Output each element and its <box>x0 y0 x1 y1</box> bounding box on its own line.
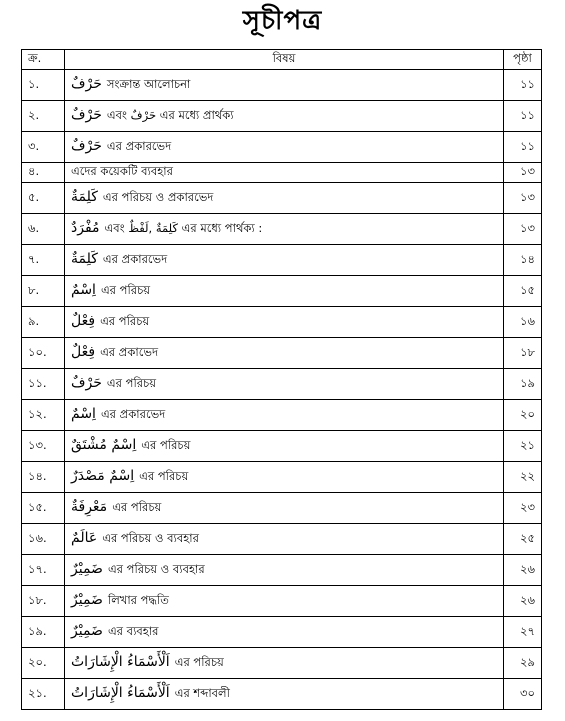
arabic-term: فِعْلٌ <box>71 312 96 329</box>
subject-text: সংক্রান্ত আলোচনা <box>106 76 191 91</box>
row-page: ১৪ <box>504 245 542 276</box>
subject-text: এর প্রকারভেদ <box>100 406 166 421</box>
table-body <box>22 70 542 710</box>
arabic-term: كَلِمَةٌ <box>71 250 98 267</box>
arabic-term: ضَمِيْرٌ <box>71 591 103 608</box>
row-subject <box>65 245 504 276</box>
subject-text: এর পরিচয় <box>141 437 191 452</box>
subject-text: এর পরিচয় <box>139 468 189 483</box>
row-page: ১৬ <box>504 307 542 338</box>
row-subject <box>65 132 504 163</box>
row-number: ৬. <box>22 214 65 245</box>
subject-text: এর পরিচয় <box>100 313 150 328</box>
row-subject <box>65 163 504 183</box>
arabic-term: فِعْلٌ <box>71 343 96 360</box>
arabic-term: كَلِمَةٌ <box>71 188 98 205</box>
row-page: ২৩ <box>504 493 542 524</box>
row-page: ১১ <box>504 70 542 101</box>
subject-text: এর পরিচয় ও প্রকারভেদ <box>102 189 214 204</box>
table-row <box>22 338 542 369</box>
row-subject <box>65 648 504 679</box>
row-number: ১৭. <box>22 555 65 586</box>
row-subject <box>65 524 504 555</box>
row-subject <box>65 307 504 338</box>
arabic-term: ضَمِيْرٌ <box>71 560 103 577</box>
row-number: ৫. <box>22 183 65 214</box>
table-row <box>22 400 542 431</box>
table-row <box>22 183 542 214</box>
arabic-term: اِسْمٌ مُشْتَقٌ <box>71 436 137 453</box>
row-subject <box>65 586 504 617</box>
row-page: ২৬ <box>504 586 542 617</box>
row-page: ২৫ <box>504 524 542 555</box>
row-subject <box>65 183 504 214</box>
arabic-term: مُفْرَدٌ <box>71 219 100 236</box>
arabic-term: اِسْمٌ <box>71 405 96 422</box>
row-page: ২৬ <box>504 555 542 586</box>
row-number: ১৪. <box>22 462 65 493</box>
row-number: ১৮. <box>22 586 65 617</box>
row-page: ২০ <box>504 400 542 431</box>
row-number: ২০. <box>22 648 65 679</box>
table-row <box>22 101 542 132</box>
table-row <box>22 276 542 307</box>
row-page: ২৭ <box>504 617 542 648</box>
row-number: ৭. <box>22 245 65 276</box>
row-number: ২১. <box>22 679 65 710</box>
row-page: ১১ <box>504 101 542 132</box>
table-row <box>22 70 542 101</box>
subject-text: এবং كَلِمَةٌ ,لَفْظٌ এর মধ্যে পার্থক্য : <box>104 220 263 235</box>
subject-text: এর প্রকাভেদ <box>100 344 158 359</box>
table-row <box>22 493 542 524</box>
table-row <box>22 679 542 710</box>
row-number: ৯. <box>22 307 65 338</box>
table-header-row <box>22 50 542 70</box>
table-row <box>22 555 542 586</box>
row-page: ১৯ <box>504 369 542 400</box>
subject-text: এবং حَرْفٌ এর মধ্যে প্রার্থক্য <box>106 107 234 122</box>
arabic-term: ضَمِيْرٌ <box>71 622 103 639</box>
arabic-term: حَرْفٌ <box>71 106 102 123</box>
row-page: ৩০ <box>504 679 542 710</box>
row-number: ৮. <box>22 276 65 307</box>
table-row <box>22 163 542 183</box>
row-subject <box>65 338 504 369</box>
row-page: ২২ <box>504 462 542 493</box>
table-row <box>22 307 542 338</box>
row-subject <box>65 493 504 524</box>
subject-text: এদের কয়েকটি ব্যবহার <box>71 164 173 178</box>
table-row <box>22 524 542 555</box>
subject-text: এর পরিচয় ও ব্যবহার <box>102 530 199 545</box>
arabic-term: مَعْرِفَةٌ <box>71 498 108 515</box>
row-subject <box>65 617 504 648</box>
arabic-term: عَالَمٌ <box>71 529 98 546</box>
row-number: ১০. <box>22 338 65 369</box>
subject-text: এর পরিচয় <box>112 499 162 514</box>
header-page: পৃষ্ঠা <box>504 50 542 70</box>
arabic-term: حَرْفٌ <box>71 137 102 154</box>
row-number: ৪. <box>22 163 65 183</box>
row-subject <box>65 70 504 101</box>
row-subject <box>65 214 504 245</box>
row-number: ১৬. <box>22 524 65 555</box>
arabic-term: اَلْأَسْمَاءُ الْإِشَارَاتُ <box>71 653 170 670</box>
subject-text: এর পরিচয় <box>174 654 224 669</box>
table-row <box>22 369 542 400</box>
row-page: ১৩ <box>504 183 542 214</box>
row-subject <box>65 555 504 586</box>
contents-table <box>21 49 542 710</box>
row-page: ১৩ <box>504 214 542 245</box>
table-row <box>22 586 542 617</box>
row-page: ২১ <box>504 431 542 462</box>
subject-text: এর প্রকারভেদ <box>102 251 168 266</box>
arabic-term: حَرْفٌ <box>71 75 102 92</box>
table-row <box>22 431 542 462</box>
table-row <box>22 648 542 679</box>
row-subject <box>65 101 504 132</box>
row-number: ১৯. <box>22 617 65 648</box>
subject-text: এর পরিচয় <box>100 282 151 297</box>
row-page: ১৮ <box>504 338 542 369</box>
arabic-term: حَرْفٌ <box>71 374 102 391</box>
table-row <box>22 214 542 245</box>
arabic-term: اِسْمٌ <box>71 281 96 298</box>
row-subject <box>65 679 504 710</box>
subject-text: এর ব্যবহার <box>107 623 159 638</box>
row-number: ১১. <box>22 369 65 400</box>
table-row <box>22 132 542 163</box>
table-row <box>22 245 542 276</box>
subject-text: লিখার পদ্ধতি <box>107 592 169 607</box>
header-subject: বিষয় <box>65 50 504 70</box>
table-row <box>22 617 542 648</box>
row-subject <box>65 369 504 400</box>
arabic-term: اِسْمٌ مَصْدَرٌ <box>71 467 135 484</box>
row-subject <box>65 462 504 493</box>
subject-text: এর পরিচয় <box>106 375 157 390</box>
table-row <box>22 462 542 493</box>
subject-text: এর প্রকারভেদ <box>106 138 172 153</box>
row-number: ১৫. <box>22 493 65 524</box>
row-number: ২. <box>22 101 65 132</box>
row-page: ১৫ <box>504 276 542 307</box>
row-page: ২৯ <box>504 648 542 679</box>
row-subject <box>65 400 504 431</box>
subject-text: এর শব্দাবলী <box>174 685 230 700</box>
row-number: ১২. <box>22 400 65 431</box>
row-number: ১. <box>22 70 65 101</box>
arabic-term: اَلْأَسْمَاءُ الْإِشَارَاتُ <box>71 684 170 701</box>
header-number: ক্র. <box>22 50 65 70</box>
row-page: ১৩ <box>504 163 542 183</box>
page-title: সূচীপত্র <box>242 6 323 36</box>
subject-text: এর পরিচয় ও ব্যবহার <box>107 561 205 576</box>
row-number: ৩. <box>22 132 65 163</box>
row-subject <box>65 276 504 307</box>
row-subject <box>65 431 504 462</box>
row-page: ১১ <box>504 132 542 163</box>
row-number: ১৩. <box>22 431 65 462</box>
